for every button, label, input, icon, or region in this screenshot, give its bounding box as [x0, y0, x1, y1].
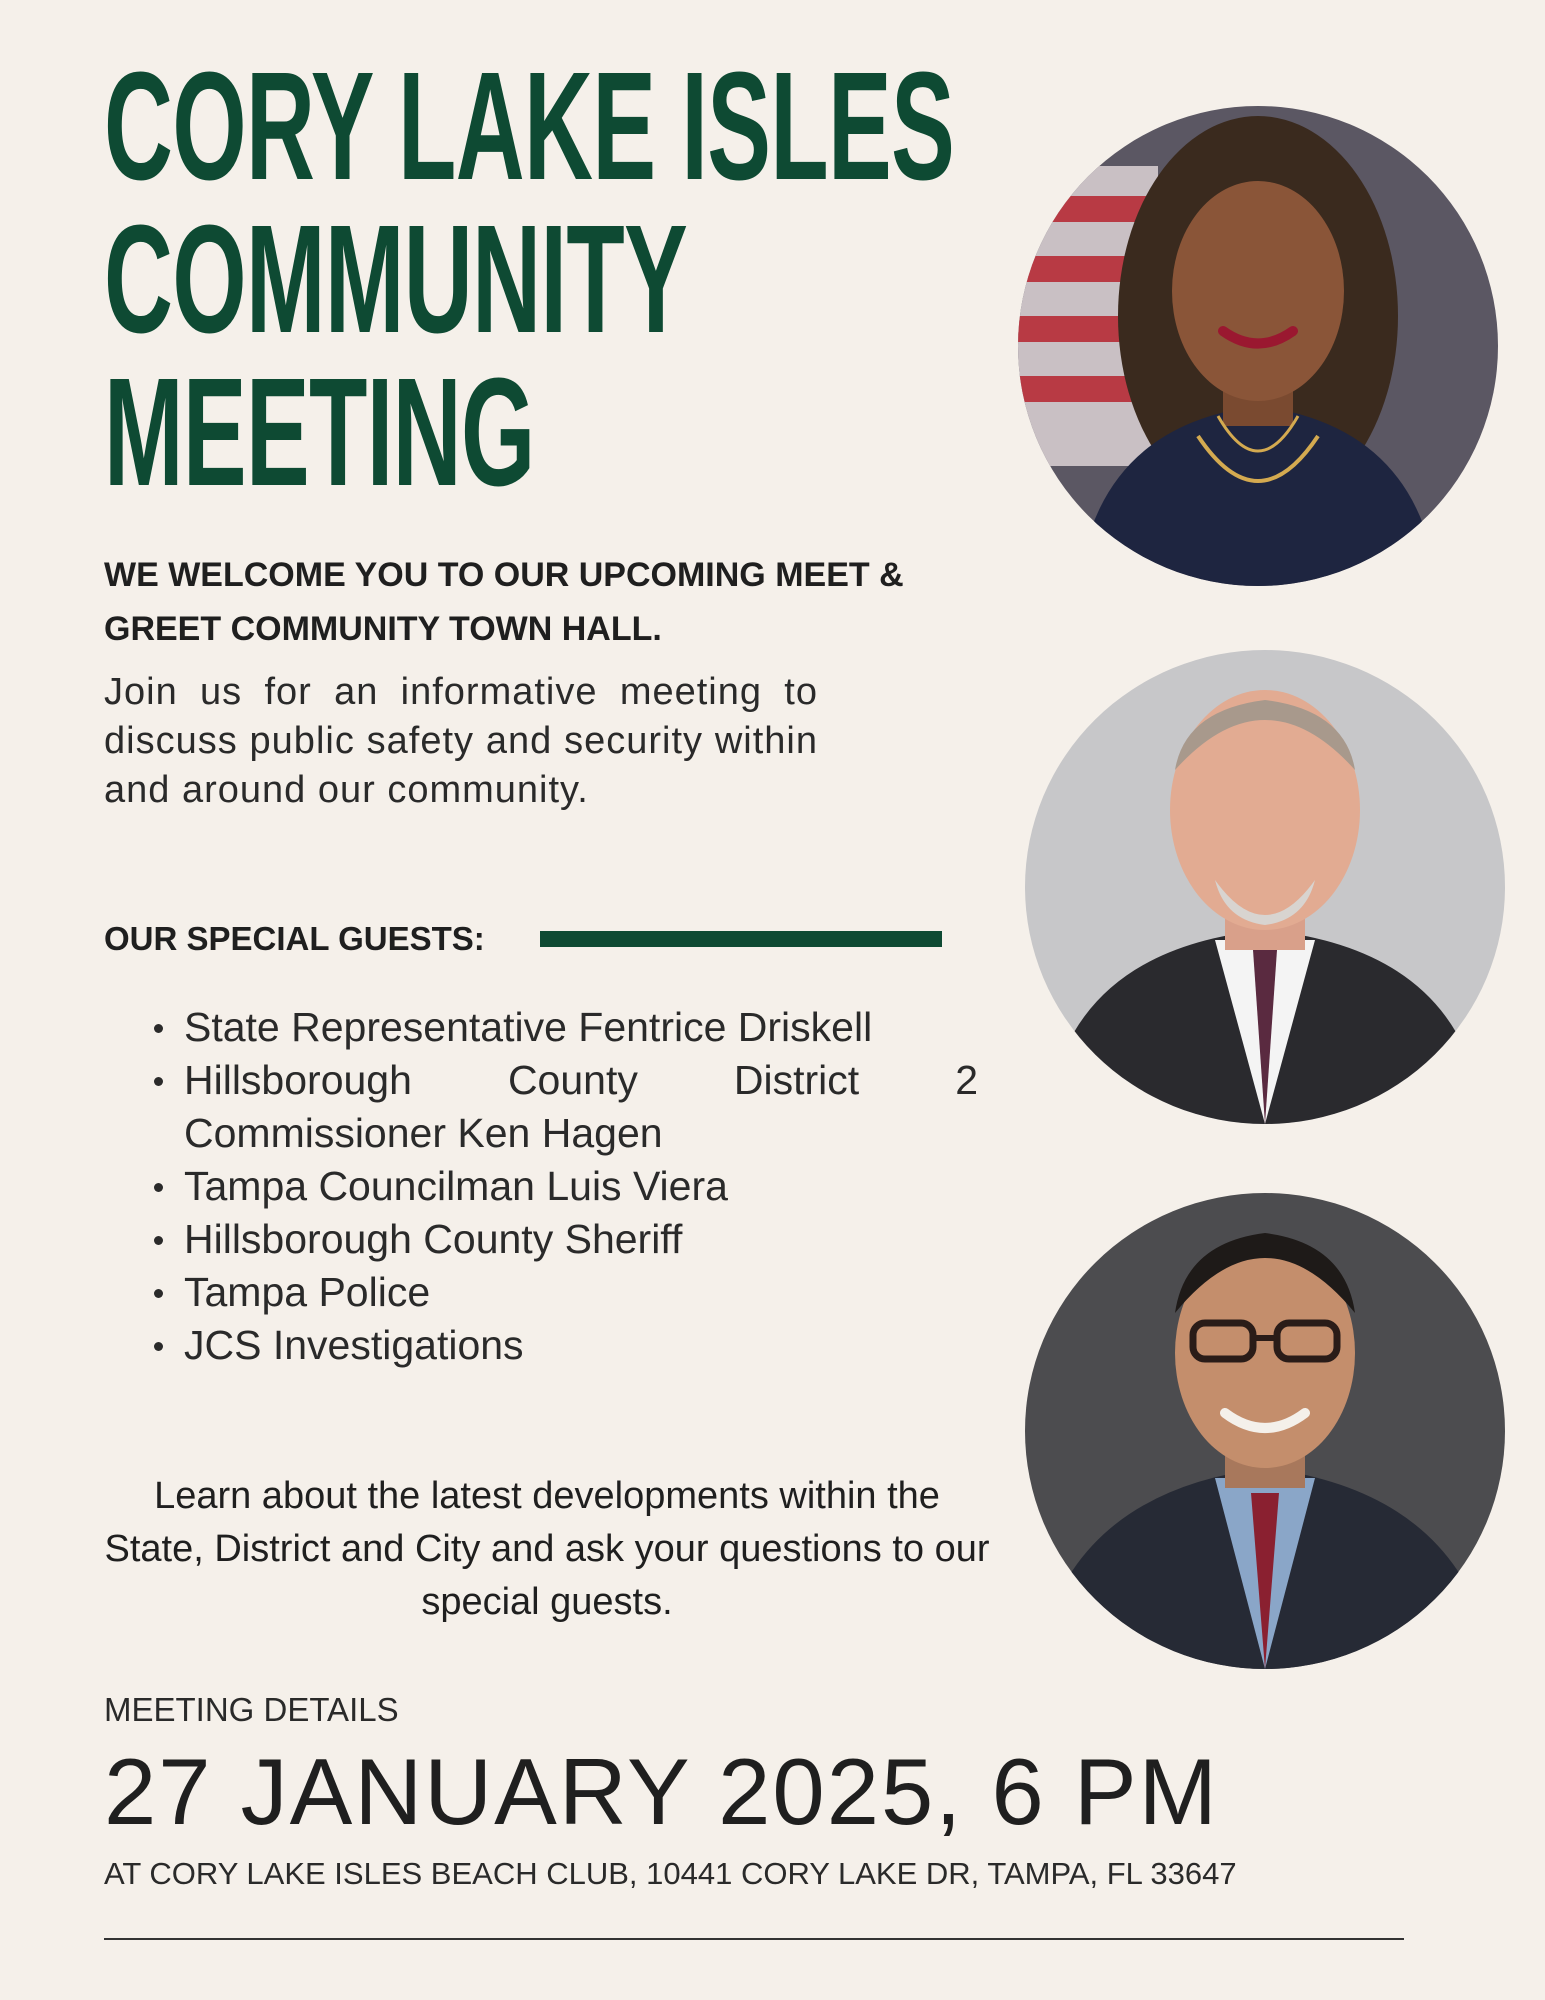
guest-item-police: Tampa Police: [184, 1266, 978, 1319]
guest-item-jcs: JCS Investigations: [184, 1319, 978, 1372]
guests-heading-rule: [540, 931, 942, 947]
meeting-details-label: MEETING DETAILS: [104, 1691, 399, 1728]
bottom-divider: [104, 1938, 1404, 1940]
meeting-title: [104, 40, 955, 518]
guest-item-driskell: State Representative Fentrice Driskell: [184, 1001, 978, 1054]
title-line-2: COMMUNITY: [104, 193, 688, 365]
guest-item-viera: Tampa Councilman Luis Viera: [184, 1160, 978, 1213]
title-line-3: MEETING: [104, 346, 535, 518]
special-guests-heading: OUR SPECIAL GUESTS:: [104, 920, 485, 957]
intro-paragraph: Join us for an informative meeting to discuss public safety and security within and around our community.: [104, 671, 818, 811]
meeting-address: AT CORY LAKE ISLES BEACH CLUB, 10441 CORY LAKE DR, TAMPA, FL 33647: [104, 1856, 1237, 1891]
guest-list: [184, 1001, 978, 1372]
welcome-heading: WE WELCOME YOU TO OUR UPCOMING MEET & GREET COMMUNITY TOWN HALL.: [104, 556, 904, 648]
guest-item-hagen: Hillsborough County District 2 Commissioner Ken Hagen: [184, 1054, 978, 1160]
title-line-1: CORY LAKE ISLES: [104, 40, 955, 212]
guest-portrait-driskell: [1018, 106, 1498, 586]
guest-portrait-hagen: [1025, 650, 1505, 1124]
meeting-date-time: 27 JANUARY 2025, 6 PM: [104, 1739, 1219, 1844]
learn-more-paragraph: Learn about the latest developments within the State, District and City and ask your questions to our special guests.: [104, 1475, 990, 1623]
guest-item-sheriff: Hillsborough County Sheriff: [184, 1213, 978, 1266]
guest-portrait-viera: [1025, 1193, 1505, 1669]
